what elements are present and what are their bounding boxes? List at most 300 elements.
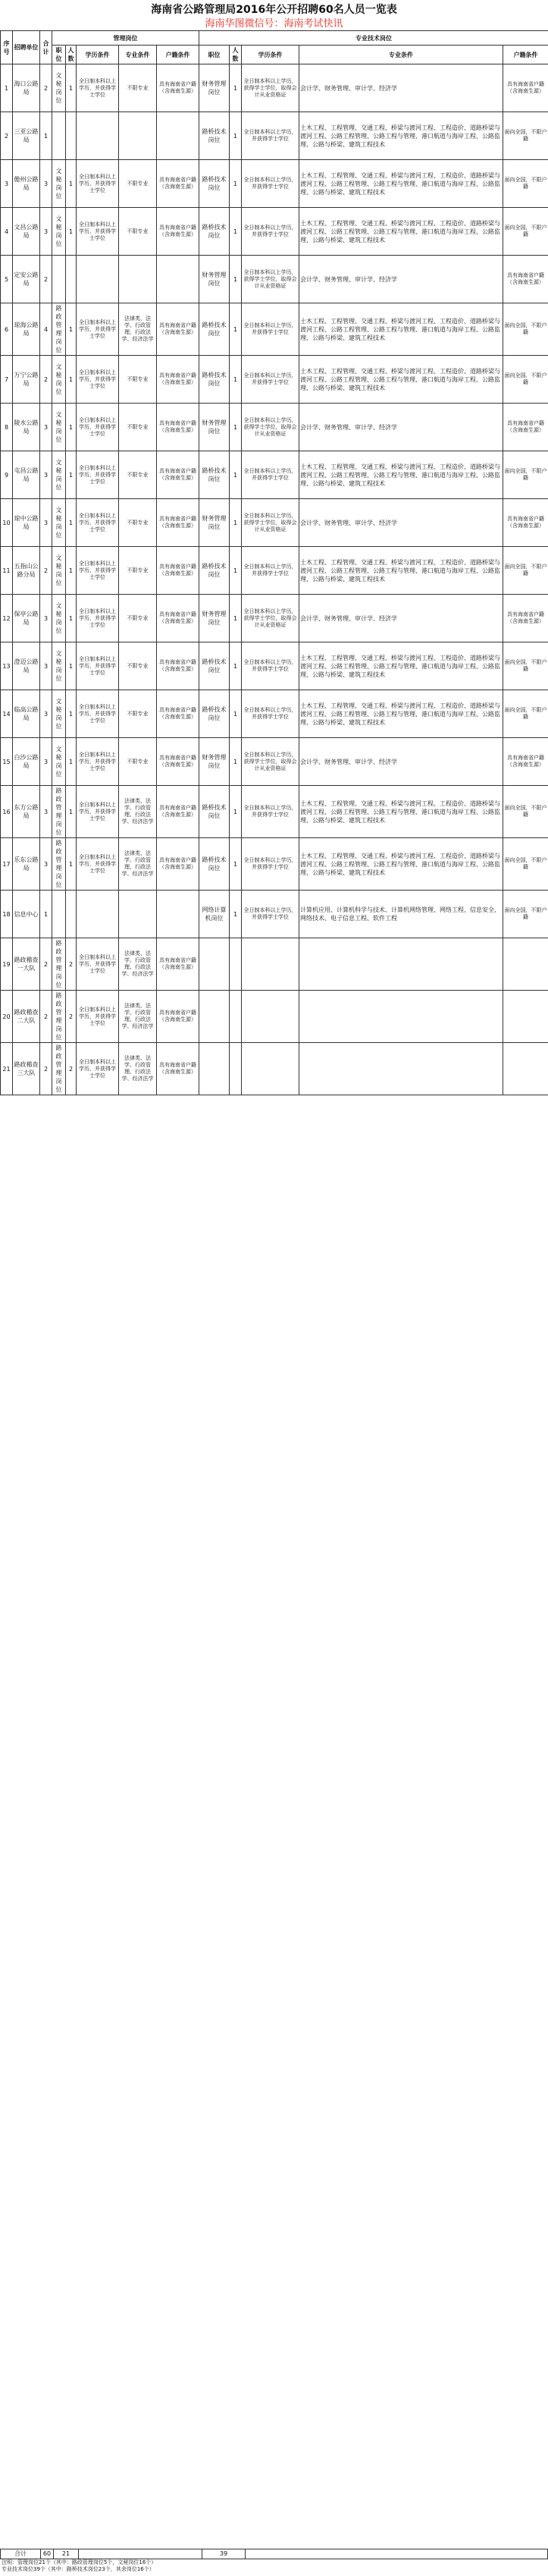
cell-mgmt-post: 文秘岗位 <box>52 642 66 690</box>
cell-unit: 东方公路局 <box>13 786 40 838</box>
cell-total: 3 <box>40 690 52 738</box>
cell-mgmt-hukou: 具有海南省户籍（含海南生源） <box>157 303 199 356</box>
cell-tech-num <box>230 1043 242 1095</box>
cell-mgmt-num: 1 <box>66 208 77 256</box>
cell-mgmt-edu: 全日制本科以上学历，并获得学士学位 <box>77 303 119 356</box>
cell-tech-major: 土木工程、工程管理、交通工程、桥梁与渡河工程、工程造价、道路桥梁与渡河工程、公路工程管理、公路工程与管理、港口航道与海岸工程、公路监理、公路与桥梁、建筑工程技术 <box>299 208 503 256</box>
cell-mgmt-num: 2 <box>66 938 77 991</box>
table-row <box>1 690 548 738</box>
totals-row <box>0 2549 548 2559</box>
cell-tech-num: 1 <box>230 64 242 112</box>
cell-tech-hukou: 具有海南省户籍（含海南生源） <box>503 256 548 303</box>
cell-tech-edu: 全日制本科以上学历，获得学士学位，取得会计从业资格证 <box>242 595 299 642</box>
header-seq: 序号 <box>1 31 13 64</box>
cell-mgmt-major: 不限专业 <box>119 642 157 690</box>
cell-mgmt-edu: 全日制本科以上学历，并获得学士学位 <box>77 595 119 642</box>
cell-unit: 海口公路局 <box>13 64 40 112</box>
cell-tech-post: 路桥技术岗位 <box>199 112 230 160</box>
page-title: 海南省公路管理局2016年公开招聘60名人员一览表 <box>151 4 397 16</box>
cell-mgmt-num <box>66 112 77 160</box>
cell-tech-post: 财务管理岗位 <box>199 64 230 112</box>
cell-seq: 1 <box>1 64 13 112</box>
cell-mgmt-major <box>119 891 157 938</box>
header-tech-major: 专业条件 <box>299 46 503 64</box>
footer <box>0 2549 548 2573</box>
header-mgmt-edu: 学历条件 <box>77 46 119 64</box>
cell-mgmt-edu: 全日制本科以上学历，并获得学士学位 <box>77 547 119 595</box>
cell-mgmt-edu: 全日制本科以上学历，并获得学士学位 <box>77 642 119 690</box>
cell-mgmt-hukou: 具有海南省户籍（含海南生源） <box>157 404 199 451</box>
cell-mgmt-post: 路政管理岗位 <box>52 786 66 838</box>
cell-seq: 18 <box>1 891 13 938</box>
cell-total: 2 <box>40 1043 52 1095</box>
cell-unit: 文昌公路局 <box>13 208 40 256</box>
cell-mgmt-post <box>52 112 66 160</box>
cell-tech-post: 路桥技术岗位 <box>199 642 230 690</box>
cell-tech-hukou: 面向全国，不限户籍 <box>503 786 548 838</box>
header-mgmt-major: 专业条件 <box>119 46 157 64</box>
cell-tech-hukou: 面向全国，不限户籍 <box>503 642 548 690</box>
cell-unit: 临高公路局 <box>13 690 40 738</box>
cell-tech-major: 计算机应用、计算机科学与技术、计算机网络管理、网络工程、信息安全、网络技术、电子信息工程、软件工程 <box>299 891 503 938</box>
table-row <box>1 160 548 208</box>
cell-tech-hukou: 面向全国，不限户籍 <box>503 112 548 160</box>
cell-unit: 五指山公路分局 <box>13 547 40 595</box>
cell-mgmt-post: 路政管理岗位 <box>52 938 66 991</box>
header-mgmt-group: 管理岗位 <box>52 31 199 46</box>
cell-tech-major: 会计学、财务管理、审计学、经济学 <box>299 64 503 112</box>
cell-mgmt-num: 1 <box>66 838 77 891</box>
cell-tech-post: 路桥技术岗位 <box>199 690 230 738</box>
cell-mgmt-num: 1 <box>66 690 77 738</box>
cell-tech-num: 1 <box>230 160 242 208</box>
cell-mgmt-num: 2 <box>66 1043 77 1095</box>
cell-mgmt-edu: 全日制本科以上学历，并获得学士学位 <box>77 64 119 112</box>
cell-tech-major: 土木工程、工程管理、交通工程、桥梁与渡河工程、工程造价、道路桥梁与渡河工程、公路工程管理、公路工程与管理、港口航道与海岸工程、公路监理、公路与桥梁、建筑工程技术 <box>299 160 503 208</box>
cell-unit: 万宁公路局 <box>13 356 40 404</box>
cell-mgmt-post: 路政管理岗位 <box>52 991 66 1043</box>
cell-seq: 5 <box>1 256 13 303</box>
cell-tech-post: 财务管理岗位 <box>199 499 230 547</box>
cell-tech-major <box>299 1043 503 1095</box>
cell-tech-major: 土木工程、工程管理、交通工程、桥梁与渡河工程、工程造价、道路桥梁与渡河工程、公路工程管理、公路工程与管理、港口航道与海岸工程、公路监理、公路与桥梁、建筑工程技术 <box>299 303 503 356</box>
cell-tech-edu: 全日制本科以上学历，并获得学士学位 <box>242 160 299 208</box>
cell-mgmt-hukou: 具有海南省户籍（含海南生源） <box>157 1043 199 1095</box>
cell-tech-edu: 全日制本科以上学历，并获得学士学位 <box>242 838 299 891</box>
header-mgmt-hukou: 户籍条件 <box>157 46 199 64</box>
cell-seq: 14 <box>1 690 13 738</box>
cell-mgmt-major: 不限专业 <box>119 595 157 642</box>
cell-tech-num: 1 <box>230 891 242 938</box>
cell-tech-major: 会计学、财务管理、审计学、经济学 <box>299 256 503 303</box>
cell-tech-hukou: 具有海南省户籍（含海南生源） <box>503 499 548 547</box>
cell-mgmt-num: 1 <box>66 547 77 595</box>
cell-tech-post: 路桥技术岗位 <box>199 838 230 891</box>
cell-mgmt-post: 路政管理岗位 <box>52 303 66 356</box>
totals-all: 60 <box>41 2549 54 2559</box>
cell-total: 2 <box>40 64 52 112</box>
cell-seq: 12 <box>1 595 13 642</box>
cell-tech-major: 土木工程、工程管理、交通工程、桥梁与渡河工程、工程造价、道路桥梁与渡河工程、公路工程管理、公路工程与管理、港口航道与海岸工程、公路监理、公路与桥梁、建筑工程技术 <box>299 838 503 891</box>
table-row <box>1 1043 548 1095</box>
cell-total: 2 <box>40 356 52 404</box>
cell-mgmt-hukou: 具有海南省户籍（含海南生源） <box>157 499 199 547</box>
cell-mgmt-hukou: 具有海南省户籍（含海南生源） <box>157 64 199 112</box>
cell-tech-post: 财务管理岗位 <box>199 256 230 303</box>
table-row <box>1 738 548 786</box>
cell-mgmt-hukou: 具有海南省户籍（含海南生源） <box>157 991 199 1043</box>
cell-unit: 路政稽查二大队 <box>13 991 40 1043</box>
header-unit: 招聘单位 <box>13 31 40 64</box>
cell-tech-num: 1 <box>230 786 242 838</box>
cell-mgmt-hukou: 具有海南省户籍（含海南生源） <box>157 160 199 208</box>
cell-mgmt-edu: 全日制本科以上学历，并获得学士学位 <box>77 160 119 208</box>
cell-tech-major <box>299 991 503 1043</box>
cell-mgmt-num: 1 <box>66 786 77 838</box>
cell-tech-num: 1 <box>230 642 242 690</box>
cell-tech-edu <box>242 1043 299 1095</box>
table-row <box>1 451 548 499</box>
table-row <box>1 404 548 451</box>
table-row <box>1 208 548 256</box>
header-tech-num: 人数 <box>230 46 242 64</box>
cell-tech-major: 土木工程、工程管理、交通工程、桥梁与渡河工程、工程造价、道路桥梁与渡河工程、公路工程管理、公路工程与管理、港口航道与海岸工程、公路监理、公路与桥梁、建筑工程技术 <box>299 642 503 690</box>
cell-total: 3 <box>40 642 52 690</box>
cell-mgmt-hukou: 具有海南省户籍（含海南生源） <box>157 938 199 991</box>
cell-mgmt-hukou <box>157 256 199 303</box>
cell-seq: 3 <box>1 160 13 208</box>
cell-tech-edu: 全日制本科以上学历，获得学士学位，取得会计从业资格证 <box>242 256 299 303</box>
cell-tech-edu: 全日制本科以上学历，并获得学士学位 <box>242 208 299 256</box>
cell-tech-hukou: 面向全国，不限户籍 <box>503 891 548 938</box>
cell-mgmt-major: 不限专业 <box>119 499 157 547</box>
cell-mgmt-hukou: 具有海南省户籍（含海南生源） <box>157 642 199 690</box>
cell-unit: 乐东公路局 <box>13 838 40 891</box>
cell-unit: 定安公路局 <box>13 256 40 303</box>
cell-total: 3 <box>40 404 52 451</box>
cell-mgmt-post: 文秘岗位 <box>52 208 66 256</box>
cell-tech-hukou <box>503 991 548 1043</box>
cell-tech-hukou: 面向全国，不限户籍 <box>503 451 548 499</box>
cell-total: 3 <box>40 838 52 891</box>
cell-mgmt-post: 文秘岗位 <box>52 690 66 738</box>
cell-tech-num: 1 <box>230 112 242 160</box>
totals-tech: 39 <box>202 2549 246 2559</box>
cell-tech-major: 土木工程、工程管理、交通工程、桥梁与渡河工程、工程造价、道路桥梁与渡河工程、公路工程管理、公路工程与管理、港口航道与海岸工程、公路监理、公路与桥梁、建筑工程技术 <box>299 451 503 499</box>
cell-tech-major: 会计学、财务管理、审计学、经济学 <box>299 499 503 547</box>
header-tech-group: 专业技术岗位 <box>199 31 548 46</box>
cell-mgmt-num: 1 <box>66 499 77 547</box>
cell-tech-post <box>199 1043 230 1095</box>
cell-tech-post: 财务管理岗位 <box>199 595 230 642</box>
cell-seq: 17 <box>1 838 13 891</box>
table-row <box>1 112 548 160</box>
cell-total: 2 <box>40 256 52 303</box>
cell-tech-edu: 全日制本科以上学历，并获得学士学位 <box>242 112 299 160</box>
cell-tech-edu: 全日制本科以上学历，并获得学士学位 <box>242 642 299 690</box>
cell-mgmt-num: 1 <box>66 404 77 451</box>
cell-tech-edu: 全日制本科以上学历，获得学士学位，取得会计从业资格证 <box>242 64 299 112</box>
cell-unit: 陵水公路局 <box>13 404 40 451</box>
cell-tech-major: 土木工程、工程管理、交通工程、桥梁与渡河工程、工程造价、道路桥梁与渡河工程、公路工程管理、公路工程与管理、港口航道与海岸工程、公路监理、公路与桥梁、建筑工程技术 <box>299 690 503 738</box>
cell-tech-edu: 全日制本科以上学历，获得学士学位，取得会计从业资格证 <box>242 738 299 786</box>
cell-total: 2 <box>40 938 52 991</box>
cell-mgmt-major <box>119 256 157 303</box>
cell-mgmt-hukou: 具有海南省户籍（含海南生源） <box>157 838 199 891</box>
cell-unit: 路政稽查一大队 <box>13 938 40 991</box>
cell-mgmt-edu: 全日制本科以上学历，并获得学士学位 <box>77 991 119 1043</box>
cell-tech-major: 土木工程、工程管理、交通工程、桥梁与渡河工程、工程造价、道路桥梁与渡河工程、公路工程管理、公路工程与管理、港口航道与海岸工程、公路监理、公路与桥梁、建筑工程技术 <box>299 112 503 160</box>
cell-mgmt-hukou: 具有海南省户籍（含海南生源） <box>157 451 199 499</box>
cell-tech-post: 路桥技术岗位 <box>199 547 230 595</box>
cell-tech-major: 会计学、财务管理、审计学、经济学 <box>299 738 503 786</box>
cell-tech-hukou: 具有海南省户籍（含海南生源） <box>503 595 548 642</box>
cell-tech-post: 路桥技术岗位 <box>199 303 230 356</box>
cell-mgmt-num <box>66 891 77 938</box>
cell-unit: 保亭公路局 <box>13 595 40 642</box>
cell-seq: 9 <box>1 451 13 499</box>
cell-mgmt-major: 法律类、法学、行政管理、行政法学、经济法学 <box>119 303 157 356</box>
footer-note-1: 注明：管理岗位21个（其中：路政管理岗位5个，文秘岗位16个） <box>2 2559 157 2565</box>
cell-unit: 琼中公路局 <box>13 499 40 547</box>
cell-seq: 7 <box>1 356 13 404</box>
cell-unit: 路政稽查三大队 <box>13 1043 40 1095</box>
cell-mgmt-major: 不限专业 <box>119 160 157 208</box>
cell-unit: 儋州公路局 <box>13 160 40 208</box>
cell-seq: 16 <box>1 786 13 838</box>
cell-tech-edu: 全日制本科以上学历，获得学士学位，取得会计从业资格证 <box>242 499 299 547</box>
header-tech-hukou: 户籍条件 <box>503 46 548 64</box>
cell-mgmt-edu <box>77 891 119 938</box>
cell-mgmt-edu: 全日制本科以上学历，并获得学士学位 <box>77 451 119 499</box>
page-subtitle: 海南华图微信号：海南考试快讯 <box>205 18 343 30</box>
cell-total: 3 <box>40 160 52 208</box>
cell-mgmt-post: 文秘岗位 <box>52 160 66 208</box>
cell-tech-hukou: 具有海南省户籍（含海南生源） <box>503 64 548 112</box>
cell-unit: 三亚公路局 <box>13 112 40 160</box>
cell-tech-num: 1 <box>230 303 242 356</box>
table-row <box>1 786 548 838</box>
cell-tech-num: 1 <box>230 838 242 891</box>
cell-tech-post: 路桥技术岗位 <box>199 208 230 256</box>
cell-total: 3 <box>40 451 52 499</box>
cell-mgmt-hukou: 具有海南省户籍（含海南生源） <box>157 786 199 838</box>
cell-seq: 6 <box>1 303 13 356</box>
cell-tech-num: 1 <box>230 451 242 499</box>
cell-total: 3 <box>40 786 52 838</box>
table-row <box>1 547 548 595</box>
cell-mgmt-hukou: 具有海南省户籍（含海南生源） <box>157 208 199 256</box>
cell-mgmt-post: 文秘岗位 <box>52 595 66 642</box>
cell-mgmt-num: 1 <box>66 64 77 112</box>
cell-tech-num: 1 <box>230 738 242 786</box>
cell-mgmt-num: 1 <box>66 642 77 690</box>
cell-tech-hukou: 面向全国，不限户籍 <box>503 838 548 891</box>
cell-seq: 20 <box>1 991 13 1043</box>
cell-mgmt-num: 1 <box>66 738 77 786</box>
cell-mgmt-num: 1 <box>66 160 77 208</box>
cell-mgmt-major: 法律类、法学、行政管理、行政法学、经济法学 <box>119 838 157 891</box>
table-row <box>1 891 548 938</box>
cell-mgmt-edu: 全日制本科以上学历，并获得学士学位 <box>77 208 119 256</box>
cell-tech-edu: 全日制本科以上学历，并获得学士学位 <box>242 690 299 738</box>
cell-seq: 13 <box>1 642 13 690</box>
table-row <box>1 499 548 547</box>
cell-mgmt-edu: 全日制本科以上学历，并获得学士学位 <box>77 738 119 786</box>
cell-tech-post: 路桥技术岗位 <box>199 451 230 499</box>
cell-tech-hukou: 面向全国，不限户籍 <box>503 303 548 356</box>
cell-mgmt-num: 1 <box>66 451 77 499</box>
cell-mgmt-edu: 全日制本科以上学历，并获得学士学位 <box>77 838 119 891</box>
cell-mgmt-major: 不限专业 <box>119 738 157 786</box>
cell-mgmt-post <box>52 256 66 303</box>
cell-tech-hukou <box>503 1043 548 1095</box>
table-row <box>1 838 548 891</box>
cell-total: 2 <box>40 991 52 1043</box>
cell-mgmt-num <box>66 256 77 303</box>
cell-mgmt-num: 1 <box>66 595 77 642</box>
cell-tech-hukou: 面向全国，不限户籍 <box>503 356 548 404</box>
cell-tech-num <box>230 938 242 991</box>
cell-tech-hukou <box>503 938 548 991</box>
cell-tech-edu: 全日制本科以上学历，并获得学士学位 <box>242 356 299 404</box>
cell-mgmt-edu: 全日制本科以上学历，并获得学士学位 <box>77 356 119 404</box>
cell-unit: 澄迈公路局 <box>13 642 40 690</box>
cell-seq: 21 <box>1 1043 13 1095</box>
cell-tech-post <box>199 938 230 991</box>
cell-mgmt-major: 不限专业 <box>119 356 157 404</box>
cell-mgmt-major: 法律类、法学、行政管理、行政法学、经济法学 <box>119 991 157 1043</box>
header-tech-post: 职位 <box>199 46 230 64</box>
table-row <box>1 938 548 991</box>
cell-mgmt-edu <box>77 256 119 303</box>
cell-unit: 屯昌公路局 <box>13 451 40 499</box>
cell-seq: 19 <box>1 938 13 991</box>
cell-tech-num: 1 <box>230 499 242 547</box>
cell-tech-edu <box>242 991 299 1043</box>
cell-mgmt-post: 文秘岗位 <box>52 356 66 404</box>
table-body <box>1 64 548 1095</box>
cell-mgmt-major: 不限专业 <box>119 451 157 499</box>
cell-mgmt-major: 法律类、法学、行政管理、行政法学、经济法学 <box>119 938 157 991</box>
cell-mgmt-post: 路政管理岗位 <box>52 838 66 891</box>
cell-mgmt-post: 文秘岗位 <box>52 404 66 451</box>
table-row <box>1 595 548 642</box>
cell-tech-edu: 全日制本科以上学历，并获得学士学位 <box>242 891 299 938</box>
cell-mgmt-edu: 全日制本科以上学历，并获得学士学位 <box>77 938 119 991</box>
cell-mgmt-post: 文秘岗位 <box>52 547 66 595</box>
cell-tech-hukou: 具有海南省户籍（含海南生源） <box>503 404 548 451</box>
cell-tech-major: 土木工程、工程管理、交通工程、桥梁与渡河工程、工程造价、道路桥梁与渡河工程、公路工程管理、公路工程与管理、港口航道与海岸工程、公路监理、公路与桥梁、建筑工程技术 <box>299 356 503 404</box>
recruitment-table <box>0 30 548 1095</box>
cell-tech-post: 网络计算机岗位 <box>199 891 230 938</box>
header-total: 合计 <box>40 31 52 64</box>
cell-mgmt-num: 2 <box>66 991 77 1043</box>
cell-mgmt-edu: 全日制本科以上学历，并获得学士学位 <box>77 786 119 838</box>
cell-seq: 15 <box>1 738 13 786</box>
cell-tech-num <box>230 991 242 1043</box>
cell-total: 2 <box>40 547 52 595</box>
cell-mgmt-edu: 全日制本科以上学历，并获得学士学位 <box>77 404 119 451</box>
totals-label: 合计 <box>1 2549 41 2559</box>
cell-mgmt-major: 不限专业 <box>119 690 157 738</box>
cell-mgmt-hukou <box>157 891 199 938</box>
cell-tech-major <box>299 938 503 991</box>
table-row <box>1 303 548 356</box>
cell-mgmt-post <box>52 891 66 938</box>
cell-mgmt-edu <box>77 112 119 160</box>
totals-mgmt: 21 <box>54 2549 79 2559</box>
cell-tech-num: 1 <box>230 595 242 642</box>
cell-mgmt-major: 法律类、法学、行政管理、行政法学、经济法学 <box>119 1043 157 1095</box>
cell-mgmt-major: 不限专业 <box>119 208 157 256</box>
cell-mgmt-post: 路政管理岗位 <box>52 1043 66 1095</box>
cell-mgmt-major <box>119 112 157 160</box>
cell-tech-major: 会计学、财务管理、审计学、经济学 <box>299 595 503 642</box>
cell-mgmt-edu: 全日制本科以上学历，并获得学士学位 <box>77 499 119 547</box>
table-row <box>1 356 548 404</box>
cell-unit: 琼海公路局 <box>13 303 40 356</box>
cell-tech-num: 1 <box>230 256 242 303</box>
cell-mgmt-num: 1 <box>66 356 77 404</box>
cell-tech-num: 1 <box>230 356 242 404</box>
table-row <box>1 642 548 690</box>
cell-mgmt-num: 1 <box>66 303 77 356</box>
cell-tech-edu: 全日制本科以上学历，并获得学士学位 <box>242 547 299 595</box>
table-row <box>1 991 548 1043</box>
cell-tech-edu: 全日制本科以上学历，并获得学士学位 <box>242 786 299 838</box>
cell-total: 4 <box>40 303 52 356</box>
cell-seq: 11 <box>1 547 13 595</box>
cell-tech-num: 1 <box>230 208 242 256</box>
cell-tech-num: 1 <box>230 404 242 451</box>
cell-mgmt-hukou: 具有海南省户籍（含海南生源） <box>157 595 199 642</box>
header-mgmt-post: 职位 <box>52 46 66 64</box>
cell-mgmt-hukou: 具有海南省户籍（含海南生源） <box>157 738 199 786</box>
cell-total: 3 <box>40 738 52 786</box>
cell-mgmt-major: 不限专业 <box>119 404 157 451</box>
cell-tech-post: 财务管理岗位 <box>199 738 230 786</box>
cell-tech-post: 路桥技术岗位 <box>199 786 230 838</box>
table-row <box>1 64 548 112</box>
cell-mgmt-post: 文秘岗位 <box>52 738 66 786</box>
cell-mgmt-hukou: 具有海南省户籍（含海南生源） <box>157 356 199 404</box>
cell-mgmt-hukou: 具有海南省户籍（含海南生源） <box>157 690 199 738</box>
cell-tech-major: 土木工程、工程管理、交通工程、桥梁与渡河工程、工程造价、道路桥梁与渡河工程、公路工程管理、公路工程与管理、港口航道与海岸工程、公路监理、公路与桥梁、建筑工程技术 <box>299 547 503 595</box>
cell-tech-major: 土木工程、工程管理、交通工程、桥梁与渡河工程、工程造价、道路桥梁与渡河工程、公路工程管理、公路工程与管理、港口航道与海岸工程、公路监理、公路与桥梁、建筑工程技术 <box>299 786 503 838</box>
cell-tech-num: 1 <box>230 547 242 595</box>
cell-seq: 2 <box>1 112 13 160</box>
header-mgmt-num: 人数 <box>66 46 77 64</box>
cell-tech-edu <box>242 938 299 991</box>
cell-tech-post: 路桥技术岗位 <box>199 356 230 404</box>
cell-mgmt-hukou: 具有海南省户籍（含海南生源） <box>157 547 199 595</box>
cell-tech-post: 路桥技术岗位 <box>199 160 230 208</box>
cell-tech-post: 财务管理岗位 <box>199 404 230 451</box>
cell-mgmt-major: 法律类、法学、行政管理、行政法学、经济法学 <box>119 786 157 838</box>
cell-tech-post <box>199 991 230 1043</box>
cell-total: 3 <box>40 499 52 547</box>
cell-total: 1 <box>40 891 52 938</box>
cell-tech-hukou: 面向全国，不限户籍 <box>503 690 548 738</box>
table-row <box>1 256 548 303</box>
cell-unit: 白沙公路局 <box>13 738 40 786</box>
cell-tech-num: 1 <box>230 690 242 738</box>
cell-seq: 10 <box>1 499 13 547</box>
cell-mgmt-post: 文秘岗位 <box>52 451 66 499</box>
cell-mgmt-edu: 全日制本科以上学历，并获得学士学位 <box>77 690 119 738</box>
cell-tech-edu: 全日制本科以上学历，获得学士学位，取得会计从业资格证 <box>242 404 299 451</box>
